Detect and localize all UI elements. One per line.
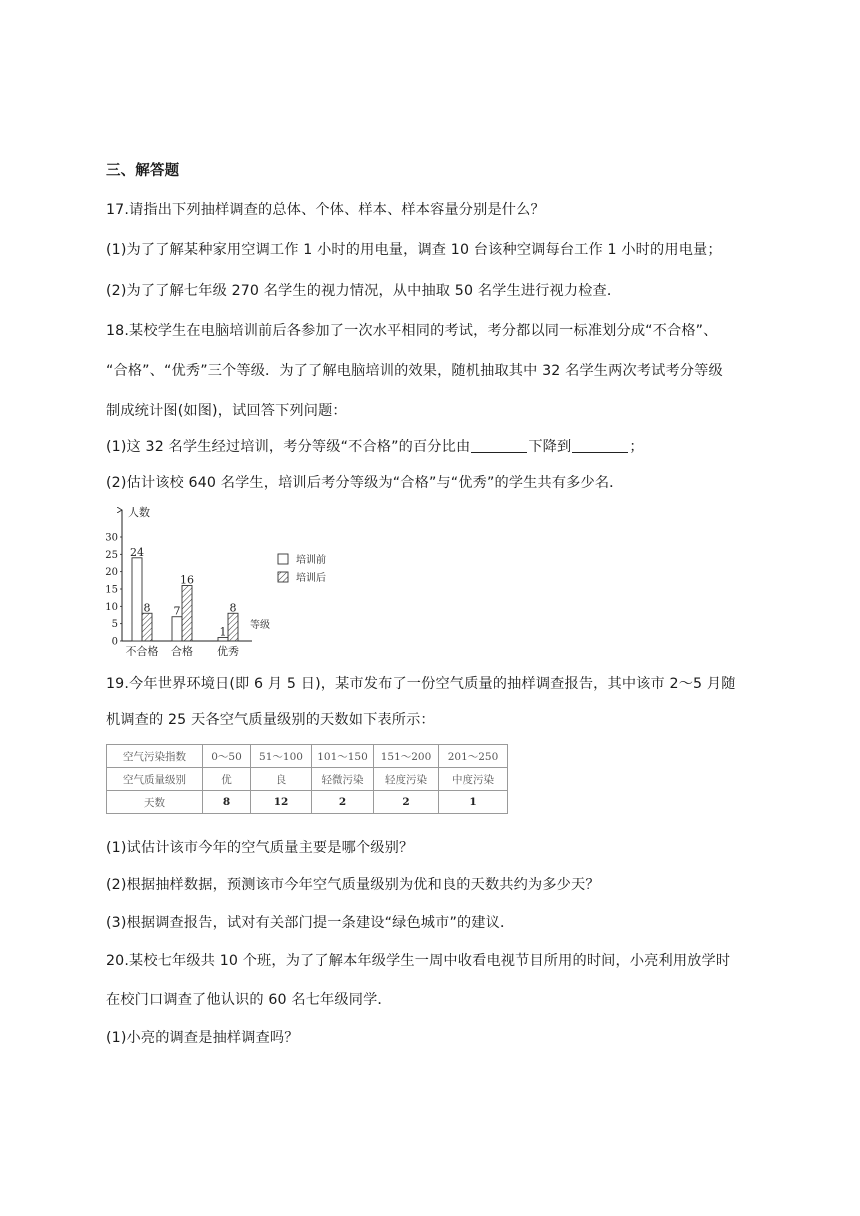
bar-after-1 [142,613,152,641]
table-cell: 优 [203,768,251,791]
table-cell: 良 [251,768,312,791]
air-quality-table [106,744,508,814]
section-heading: 三、解答题 [106,163,180,179]
table-row-header: 空气质量级别 [107,768,203,791]
q18-line1: 18.某校学生在电脑培训前后各参加了一次水平相同的考试，考分都以同一标准划分成“不合格”、 [106,323,718,339]
table-cell: 51～100 [251,745,312,768]
bar-after-2 [182,586,192,641]
table-cell: 151～200 [374,745,439,768]
q19-sub3: (3)根据调查报告，试对有关部门提一条建设“绿色城市”的建议． [106,915,515,931]
y-tick-label: 0 [111,636,118,648]
answer-blank-1[interactable] [471,438,527,453]
q17-stem: 17.请指出下列抽样调查的总体、个体、样本、样本容量分别是什么？ [106,202,545,218]
q19-line1: 19.今年世界环境日(即 6 月 5 日)，某市发布了一份空气质量的抽样调查报告，其中该市 2～5 月随 [106,676,736,692]
table-row-days [107,791,508,814]
q18-line3: 制成统计图(如图)，试回答下列问题： [106,403,347,419]
x-tick-label: 优秀 [217,645,239,656]
q18-sub1-text-c: ； [629,439,644,455]
data-label: 1 [219,625,227,639]
data-label: 16 [180,573,194,587]
table-cell: 8 [203,791,251,814]
answer-blank-2[interactable] [572,438,628,453]
table-cell: 0～50 [203,745,251,768]
y-tick-label: 20 [105,567,118,579]
q17-sub2: (2)为了了解七年级 270 名学生的视力情况，从中抽取 50 名学生进行视力检查． [106,283,622,299]
legend-label: 培训后 [296,573,326,584]
data-label: 8 [143,601,151,615]
q19-line2: 机调查的 25 天各空气质量级别的天数如下表所示： [106,712,435,728]
table-cell: 201～250 [439,745,508,768]
bar-after-3 [228,613,238,641]
table-cell: 101～150 [312,745,374,768]
data-label: 8 [229,601,237,615]
table-row-header: 空气污染指数 [107,745,203,768]
x-tick-label: 不合格 [125,645,159,656]
bar-before-2 [172,617,182,641]
q18-sub1 [106,437,644,457]
q20-line2: 在校门口调查了他认识的 60 名七年级同学． [106,992,392,1008]
data-label: 24 [130,545,144,559]
table-cell: 1 [439,791,508,814]
q18-line2: “合格”、“优秀”三个等级．为了了解电脑培训的效果，随机抽取其中 32 名学生两次考试考分等级 [106,363,723,379]
table-cell: 2 [312,791,374,814]
table-cell: 轻微污染 [312,768,374,791]
y-tick-label: 5 [111,619,118,631]
q18-sub1-text-b: 下降到 [528,439,572,455]
x-tick-label: 合格 [171,645,193,656]
q19-sub2: (2)根据抽样数据，预测该市今年空气质量级别为优和良的天数共约为多少天？ [106,877,600,893]
q18-sub1-text-a: (1)这 32 名学生经过培训，考分等级“不合格”的百分比由 [106,439,471,455]
q18-sub2: (2)估计该校 640 名学生，培训后考分等级为“合格”与“优秀”的学生共有多少名． [106,475,624,491]
q20-line1: 20.某校七年级共 10 个班，为了了解本年级学生一周中收看电视节目所用的时间，小亮利用放学时 [106,953,731,969]
bar-before-1 [132,558,142,641]
y-tick-label: 10 [105,601,118,613]
y-tick-label: 25 [105,549,118,561]
y-tick-label: 30 [105,532,118,544]
y-axis-label: 人数 [128,506,150,519]
legend-label: 培训前 [296,555,326,566]
q19-sub1: (1)试估计该市今年的空气质量主要是哪个级别？ [106,840,414,856]
y-tick-label: 15 [105,584,118,596]
data-label: 7 [173,604,181,618]
table-cell: 中度污染 [439,768,508,791]
table-row-index [107,745,508,768]
table-cell: 轻度污染 [374,768,439,791]
legend-swatch [278,572,288,582]
table-row-level [107,768,508,791]
legend-swatch [278,554,288,564]
x-axis-label: 等级 [250,620,270,631]
bar-chart [100,504,350,656]
table-cell: 2 [374,791,439,814]
table-cell: 12 [251,791,312,814]
q20-sub1: (1)小亮的调查是抽样调查吗？ [106,1030,299,1046]
q17-sub1: (1)为了了解某种家用空调工作 1 小时的用电量，调查 10 台该种空调每台工作 1 小时的用电量； [106,242,722,258]
table-row-header: 天数 [107,791,203,814]
